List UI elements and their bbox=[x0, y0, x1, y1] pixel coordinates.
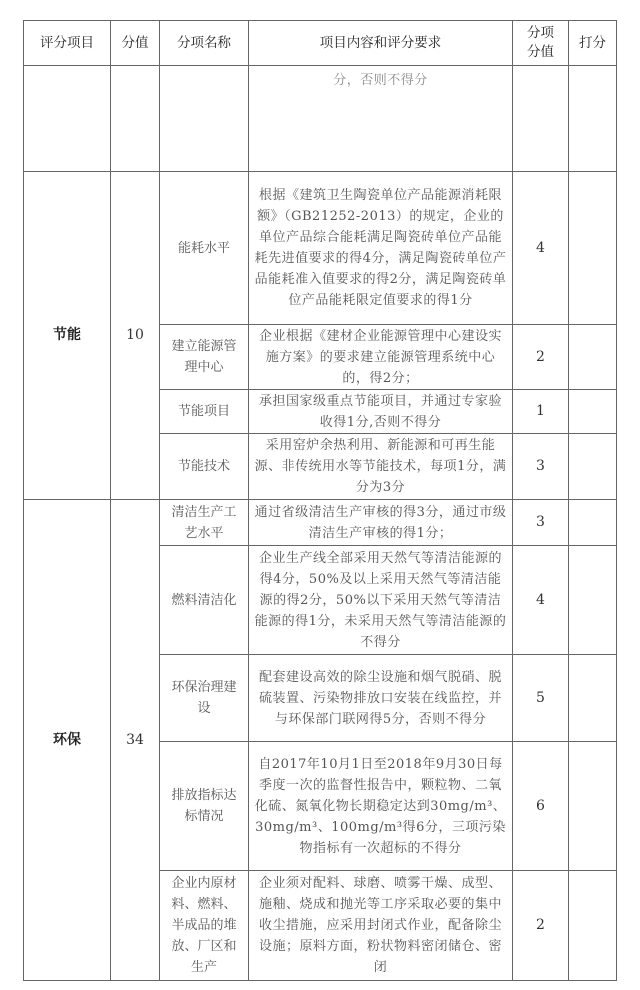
continuation-content: 分，否则不得分 bbox=[249, 66, 513, 172]
item-content: 根据《建筑卫生陶瓷单位产品能源消耗限额》（GB21252-2013）的规定，企业的单位产品综合能耗满足陶瓷砖单位产品能耗先进值要求的得4分，满足陶瓷砖单位产品能耗准入值要求的得2分，满足陶瓷砖单位产品能耗限定值要求的得1分 bbox=[249, 172, 513, 325]
item-name: 燃料清洁化 bbox=[160, 546, 249, 655]
item-score: 6 bbox=[513, 742, 569, 871]
header-item-name: 分项名称 bbox=[160, 21, 249, 66]
item-name: 排放指标达标情况 bbox=[160, 742, 249, 871]
table-row bbox=[24, 500, 617, 546]
item-content: 自2017年10月1日至2018年9月30日每季度一次的监督性报告中，颗粒物、二氧化硫、氮氧化物长期稳定达到30mg/m³、30mg/m³、100mg/m³得6分，三项污染物指标有一次超标的不得分 bbox=[249, 742, 513, 871]
grade-cell[interactable] bbox=[569, 871, 617, 981]
item-score: 2 bbox=[513, 325, 569, 390]
grade-cell[interactable] bbox=[569, 655, 617, 742]
scoring-table bbox=[23, 20, 617, 981]
header-item-score: 分项 分值 bbox=[513, 21, 569, 66]
category-cell: 环保 bbox=[24, 500, 111, 981]
item-content: 企业生产线全部采用天然气等清洁能源的得4分，50%及以上采用天然气等清洁能源的得2分，50%以下采用天然气等清洁能源的得1分，未采用天然气等清洁能源的不得分 bbox=[249, 546, 513, 655]
item-score: 5 bbox=[513, 655, 569, 742]
item-content: 配套建设高效的除尘设施和烟气脱硝、脱硫装置、污染物排放口安装在线监控，并与环保部门联网得5分，否则不得分 bbox=[249, 655, 513, 742]
item-name: 建立能源管理中心 bbox=[160, 325, 249, 390]
item-name: 节能项目 bbox=[160, 390, 249, 434]
grade-cell[interactable] bbox=[569, 172, 617, 325]
item-score: 3 bbox=[513, 500, 569, 546]
item-name: 清洁生产工艺水平 bbox=[160, 500, 249, 546]
item-score: 4 bbox=[513, 546, 569, 655]
grade-cell[interactable] bbox=[569, 546, 617, 655]
item-content: 通过省级清洁生产审核的得3分，通过市级清洁生产审核的得1分； bbox=[249, 500, 513, 546]
item-content: 采用窑炉余热利用、新能源和可再生能源、非传统用水等节能技术，每项1分，满分为3分 bbox=[249, 434, 513, 500]
item-score: 4 bbox=[513, 172, 569, 325]
grade-cell[interactable] bbox=[569, 390, 617, 434]
header-score: 分值 bbox=[111, 21, 160, 66]
category-score: 34 bbox=[111, 500, 160, 981]
item-content: 企业根据《建材企业能源管理中心建设实施方案》的要求建立能源管理系统中心的，得2分； bbox=[249, 325, 513, 390]
category-score: 10 bbox=[111, 172, 160, 500]
grade-cell[interactable] bbox=[569, 742, 617, 871]
item-name: 能耗水平 bbox=[160, 172, 249, 325]
grade-cell[interactable] bbox=[569, 325, 617, 390]
item-score: 1 bbox=[513, 390, 569, 434]
item-content: 企业须对配料、球磨、喷雾干燥、成型、施釉、烧成和抛光等工序采取必要的集中收尘措施，应采用封闭式作业，配备除尘设施；原料方面，粉状物料密闭储仓、密闭 bbox=[249, 871, 513, 981]
item-score: 2 bbox=[513, 871, 569, 981]
category-cell: 节能 bbox=[24, 172, 111, 500]
header-row bbox=[24, 21, 617, 66]
header-content: 项目内容和评分要求 bbox=[249, 21, 513, 66]
item-name: 企业内原材料、燃料、半成品的堆放、厂区和生产 bbox=[160, 871, 249, 981]
table-row bbox=[24, 172, 617, 325]
grade-cell[interactable] bbox=[569, 434, 617, 500]
header-grade: 打分 bbox=[569, 21, 617, 66]
grade-cell[interactable] bbox=[569, 500, 617, 546]
item-name: 环保治理建设 bbox=[160, 655, 249, 742]
header-category: 评分项目 bbox=[24, 21, 111, 66]
item-score: 3 bbox=[513, 434, 569, 500]
item-content: 承担国家级重点节能项目，并通过专家验收得1分,否则不得分 bbox=[249, 390, 513, 434]
item-name: 节能技术 bbox=[160, 434, 249, 500]
continuation-row bbox=[24, 66, 617, 172]
